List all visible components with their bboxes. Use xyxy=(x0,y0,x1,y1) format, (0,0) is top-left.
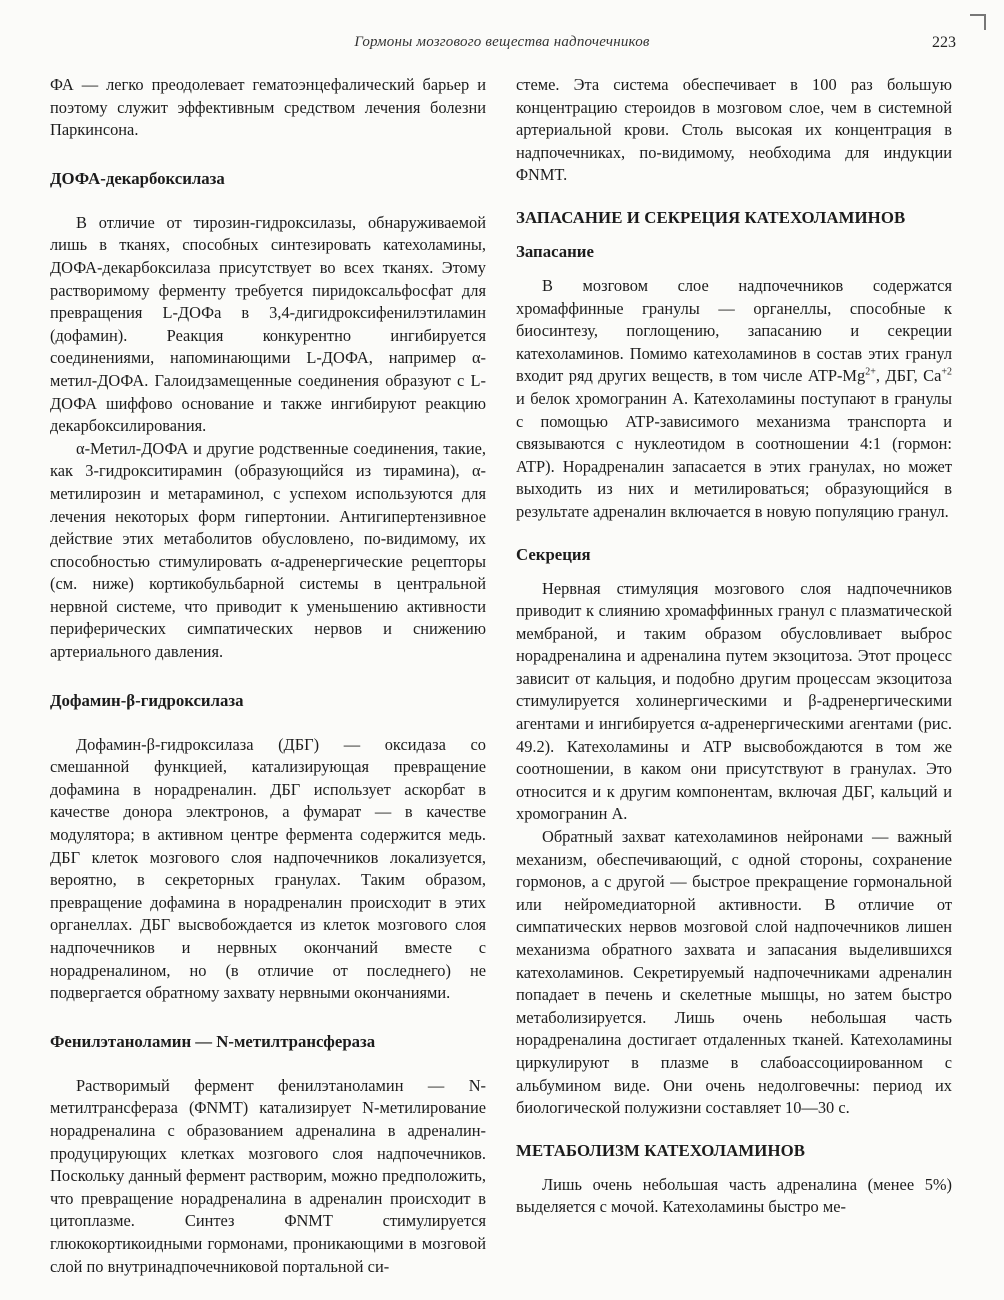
storage-text-a: В мозговом слое надпочечников содержатся хромаффинные гранулы — органеллы, способные к биосинтезу, поглощению, запасанию и секреции катехоламинов. Помимо катехоламинов в состав этих гранул входит ряд других веществ, в том числе ATP-Mg xyxy=(516,275,952,386)
storage-text-c: и белок хромогранин А. Катехоламины поступают в гранулы с помощью ATP-зависимого механизма транспорта и связываются с нуклеотидом в соотношении 4:1 (гормон: ATP). Норадреналин запасается в этих гранулах, но может выходить из них и метилироваться; образующийся в результате адреналин включается в новую популяцию гранул. xyxy=(516,388,952,521)
paragraph-dopa-1: В отличие от тирозин-гидроксилазы, обнаруживаемой лишь в тканях, способных синтезировать катехоламины, ДОФА-декарбоксилаза присутствует во всех тканях. Этому растворимому ферменту требуется пиридоксальфосфат для превращения L-ДОФа в 3,4-дигидроксифенилэтиламин (дофамин). Реакция конкурентно ингибируется соединениями, напоминающими L-ДОФА, например α-метил-ДОФА. Галоидзамещенные соединения образуют с L-ДОФА шиффово основание и также ингибируют реакцию декарбоксилирования. xyxy=(50,212,486,436)
paragraph-secretion-2: Обратный захват катехоламинов нейронами — важный механизм, обеспечивающий, с одной стороны, сохранение гормонов, а с другой — быстрое прекращение гормональной или нейромедиаторной активности. В отличие от симпатических нервов мозговой слой надпочечников лишен механизма обратного захвата и запасания выделившихся катехоламинов. Секретируемый надпочечниками адреналин попадает в печень и скелетные мышцы, но затем быстро метаболизируется. Лишь очень небольшая часть норадреналина достигает отдаленных тканей. Катехоламины циркулируют в плазме в слабоассоциированном с альбумином виде. Они очень недолговечны: период их биологической полужизни составляет 10—30 с. xyxy=(516,827,952,1118)
heading-storage-secretion-section: ЗАПАСАНИЕ И СЕКРЕЦИЯ КАТЕХОЛАМИНОВ xyxy=(516,207,906,227)
storage-text-b: , ДБГ, Ca xyxy=(875,366,942,386)
paragraph-metabolism: Лишь очень небольшая часть адреналина (менее 5%) выделяется с мочой. Катехоламины быстро ме- xyxy=(516,1174,952,1217)
paragraph-storage xyxy=(516,275,952,524)
heading-storage: Запасание xyxy=(516,241,594,261)
right-column xyxy=(516,74,952,1219)
page-number: 223 xyxy=(932,34,956,51)
heading-metabolism-section: МЕТАБОЛИЗМ КАТЕХОЛАМИНОВ xyxy=(516,1140,806,1160)
paragraph-pnmt: Растворимый фермент фенилэтаноламин — N-метилтрансфераза (ΦNMT) катализирует N-метилирование норадреналина с образованием адреналина в адреналин-продуцирующих клетках мозгового слоя надпочечников. Поскольку данный фермент растворим, можно предположить, что превращение норадреналина в адреналин происходит в цитоплазме. Синтез ΦNMT стимулируется глюкокортикоидными гормонами, проникающими в мозговой слой по внутринадпочечниковой портальной си- xyxy=(50,1075,486,1276)
paragraph-intro: ФА — легко преодолевает гематоэнцефалический барьер и поэтому служит эффективным средством лечения болезни Паркинсона. xyxy=(50,75,486,140)
left-column xyxy=(50,74,486,1278)
heading-dopa-decarboxylase: ДОФА-декарбоксилаза xyxy=(50,168,225,188)
running-head-title: Гормоны мозгового вещества надпочечников xyxy=(354,34,650,50)
heading-pnmt: Фенилэтаноламин — N-метилтрансфераза xyxy=(50,1031,376,1051)
paragraph-dbh: Дофамин-β-гидроксилаза (ДБГ) — оксидаза со смешанной функцией, катализирующая превращение дофамина в норадреналин. ДБГ использует аскорбат в качестве донора электронов, а фумарат — в качестве модулятора; в активном центре фермента содержится медь. ДБГ клеток мозгового слоя надпочечников локализуется, вероятно, в секреторных гранулах. Таким образом, превращение дофамина в норадреналин происходит в этих органеллах. ДБГ высвобождается из клеток мозгового слоя надпочечников и нервных окончаний вместе с норадреналином, но (в отличие от последнего) не подвергается обратному захвату нервными окончаниями. xyxy=(50,734,486,1003)
superscript-ca: +2 xyxy=(941,366,952,378)
running-head xyxy=(0,34,1004,58)
paragraph-secretion-1: Нервная стимуляция мозгового слоя надпочечников приводит к слиянию хромаффинных гранул с плазматической мембраной, и таким образом обусловливает выброс норадреналина и адреналина путем экзоцитоза. Этот процесс зависит от кальция, и подобно другим процессам экзоцитоза стимулируется холинергическими и β-адренергическими агентами и ингибируется α-адренергическими агентами (рис. 49.2). Катехоламины и ATP высвобождаются в том же соотношении, в каком они присутствуют в гранулах. Это относится и к другим компонентам, включая ДБГ, кальций и хромогранин А. xyxy=(516,578,952,824)
corner-fold-mark xyxy=(970,14,986,30)
superscript-mg: 2+ xyxy=(865,366,876,378)
paragraph-continuation: стеме. Эта система обеспечивает в 100 раз большую концентрацию стероидов в мозговом слое, чем в системной артериальной крови. Столь высокая их концентрация в надпочечниках, по-видимому, необходима для индукции ΦNMT. xyxy=(516,75,952,185)
paragraph-dopa-2: α-Метил-ДОФА и другие родственные соединения, такие, как 3-гидрокситирамин (образующийся из тирамина), α-метилирозин и метараминол, с успехом используются для лечения некоторых форм гипертонии. Антигипертензивное действие этих метаболитов обусловлено, по-видимому, их способностью стимулировать α-адренергические рецепторы (см. ниже) кортикобульбарной системы в центральной нервной системе, что приводит к уменьшению активности периферических симпатических нервов и снижению артериального давления. xyxy=(50,438,486,662)
heading-secretion: Секреция xyxy=(516,544,591,564)
heading-dopamine-beta-hydroxylase: Дофамин-β-гидроксилаза xyxy=(50,690,244,710)
